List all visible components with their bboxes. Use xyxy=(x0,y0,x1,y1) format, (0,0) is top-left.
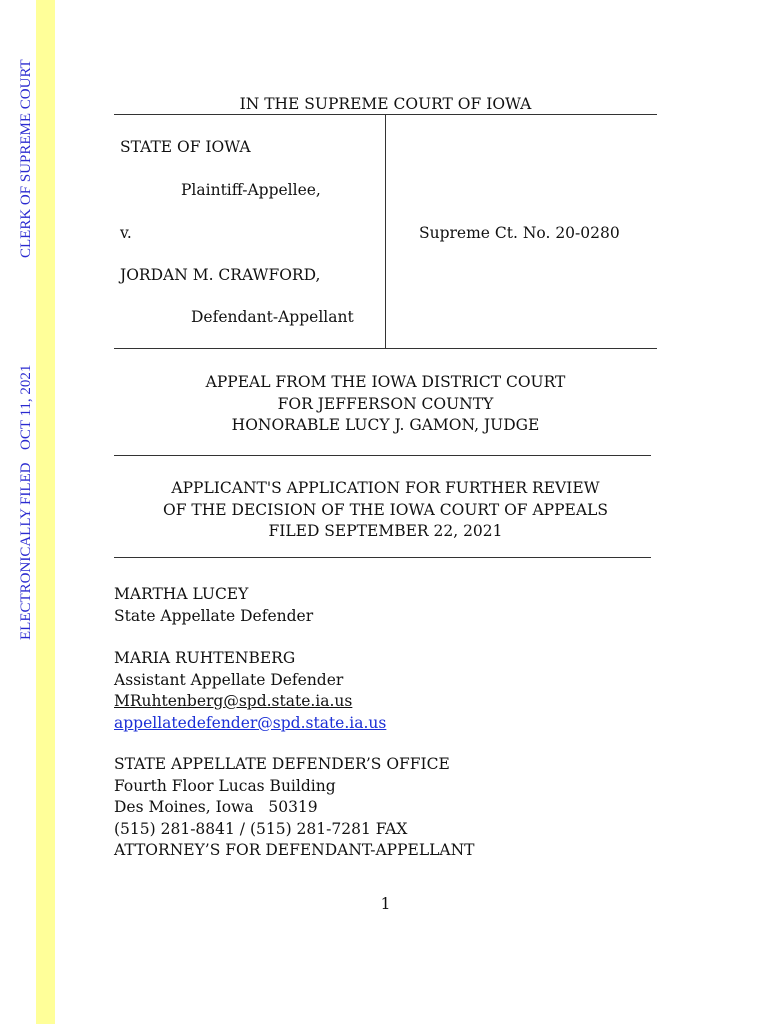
filing-stamp xyxy=(18,59,35,640)
defender-name: MARTHA LUCEY xyxy=(114,585,249,603)
case-number: Supreme Ct. No. 20-0280 xyxy=(419,224,620,242)
caption-divider xyxy=(385,115,386,348)
office-role: ATTORNEY’S FOR DEFENDANT-APPELLANT xyxy=(114,841,475,859)
court-title: IN THE SUPREME COURT OF IOWA xyxy=(239,95,532,113)
filing-stamp-band xyxy=(36,0,55,1024)
assistant-name: MARIA RUHTENBERG xyxy=(114,649,296,667)
stamp-clerk: CLERK OF SUPREME COURT xyxy=(18,59,34,258)
office-building: Fourth Floor Lucas Building xyxy=(114,776,336,795)
caption-bottom-rule xyxy=(114,348,657,349)
office-block xyxy=(114,754,475,862)
section-rule xyxy=(114,455,651,456)
office-email-link[interactable]: appellatedefender@spd.state.ia.us xyxy=(114,713,387,732)
stamp-filed: ELECTRONICALLY FILED xyxy=(18,462,34,640)
caption-versus: v. xyxy=(120,224,132,242)
appeal-heading xyxy=(114,372,657,437)
office-name: STATE APPELLATE DEFENDER’S OFFICE xyxy=(114,755,450,773)
application-line: OF THE DECISION OF THE IOWA COURT OF APPEALS xyxy=(163,500,608,519)
caption-defendant: JORDAN M. CRAWFORD, xyxy=(120,266,321,284)
stamp-date: OCT 11, 2021 xyxy=(18,364,34,450)
appeal-line: APPEAL FROM THE IOWA DISTRICT COURT xyxy=(205,373,566,391)
office-city: Des Moines, Iowa 50319 xyxy=(114,798,318,816)
caption-plaintiff-role: Plaintiff-Appellee, xyxy=(181,181,321,199)
assistant-block xyxy=(114,648,386,734)
defender-block xyxy=(114,584,313,627)
caption-plaintiff: STATE OF IOWA xyxy=(120,138,251,156)
appeal-line: HONORABLE LUCY J. GAMON, JUDGE xyxy=(231,416,540,434)
page-number: 1 xyxy=(380,895,391,913)
application-heading xyxy=(114,478,657,543)
caption-defendant-role: Defendant-Appellant xyxy=(191,308,354,326)
assistant-title: Assistant Appellate Defender xyxy=(114,670,344,689)
office-phone: (515) 281-8841 / (515) 281-7281 FAX xyxy=(114,819,408,838)
assistant-email-link[interactable]: MRuhtenberg@spd.state.ia.us xyxy=(114,692,353,710)
application-line: FILED SEPTEMBER 22, 2021 xyxy=(268,522,503,540)
application-line: APPLICANT'S APPLICATION FOR FURTHER REVIEW xyxy=(171,479,600,497)
defender-title: State Appellate Defender xyxy=(114,606,314,625)
section-rule xyxy=(114,557,651,558)
appeal-line: FOR JEFFERSON COUNTY xyxy=(277,394,494,413)
